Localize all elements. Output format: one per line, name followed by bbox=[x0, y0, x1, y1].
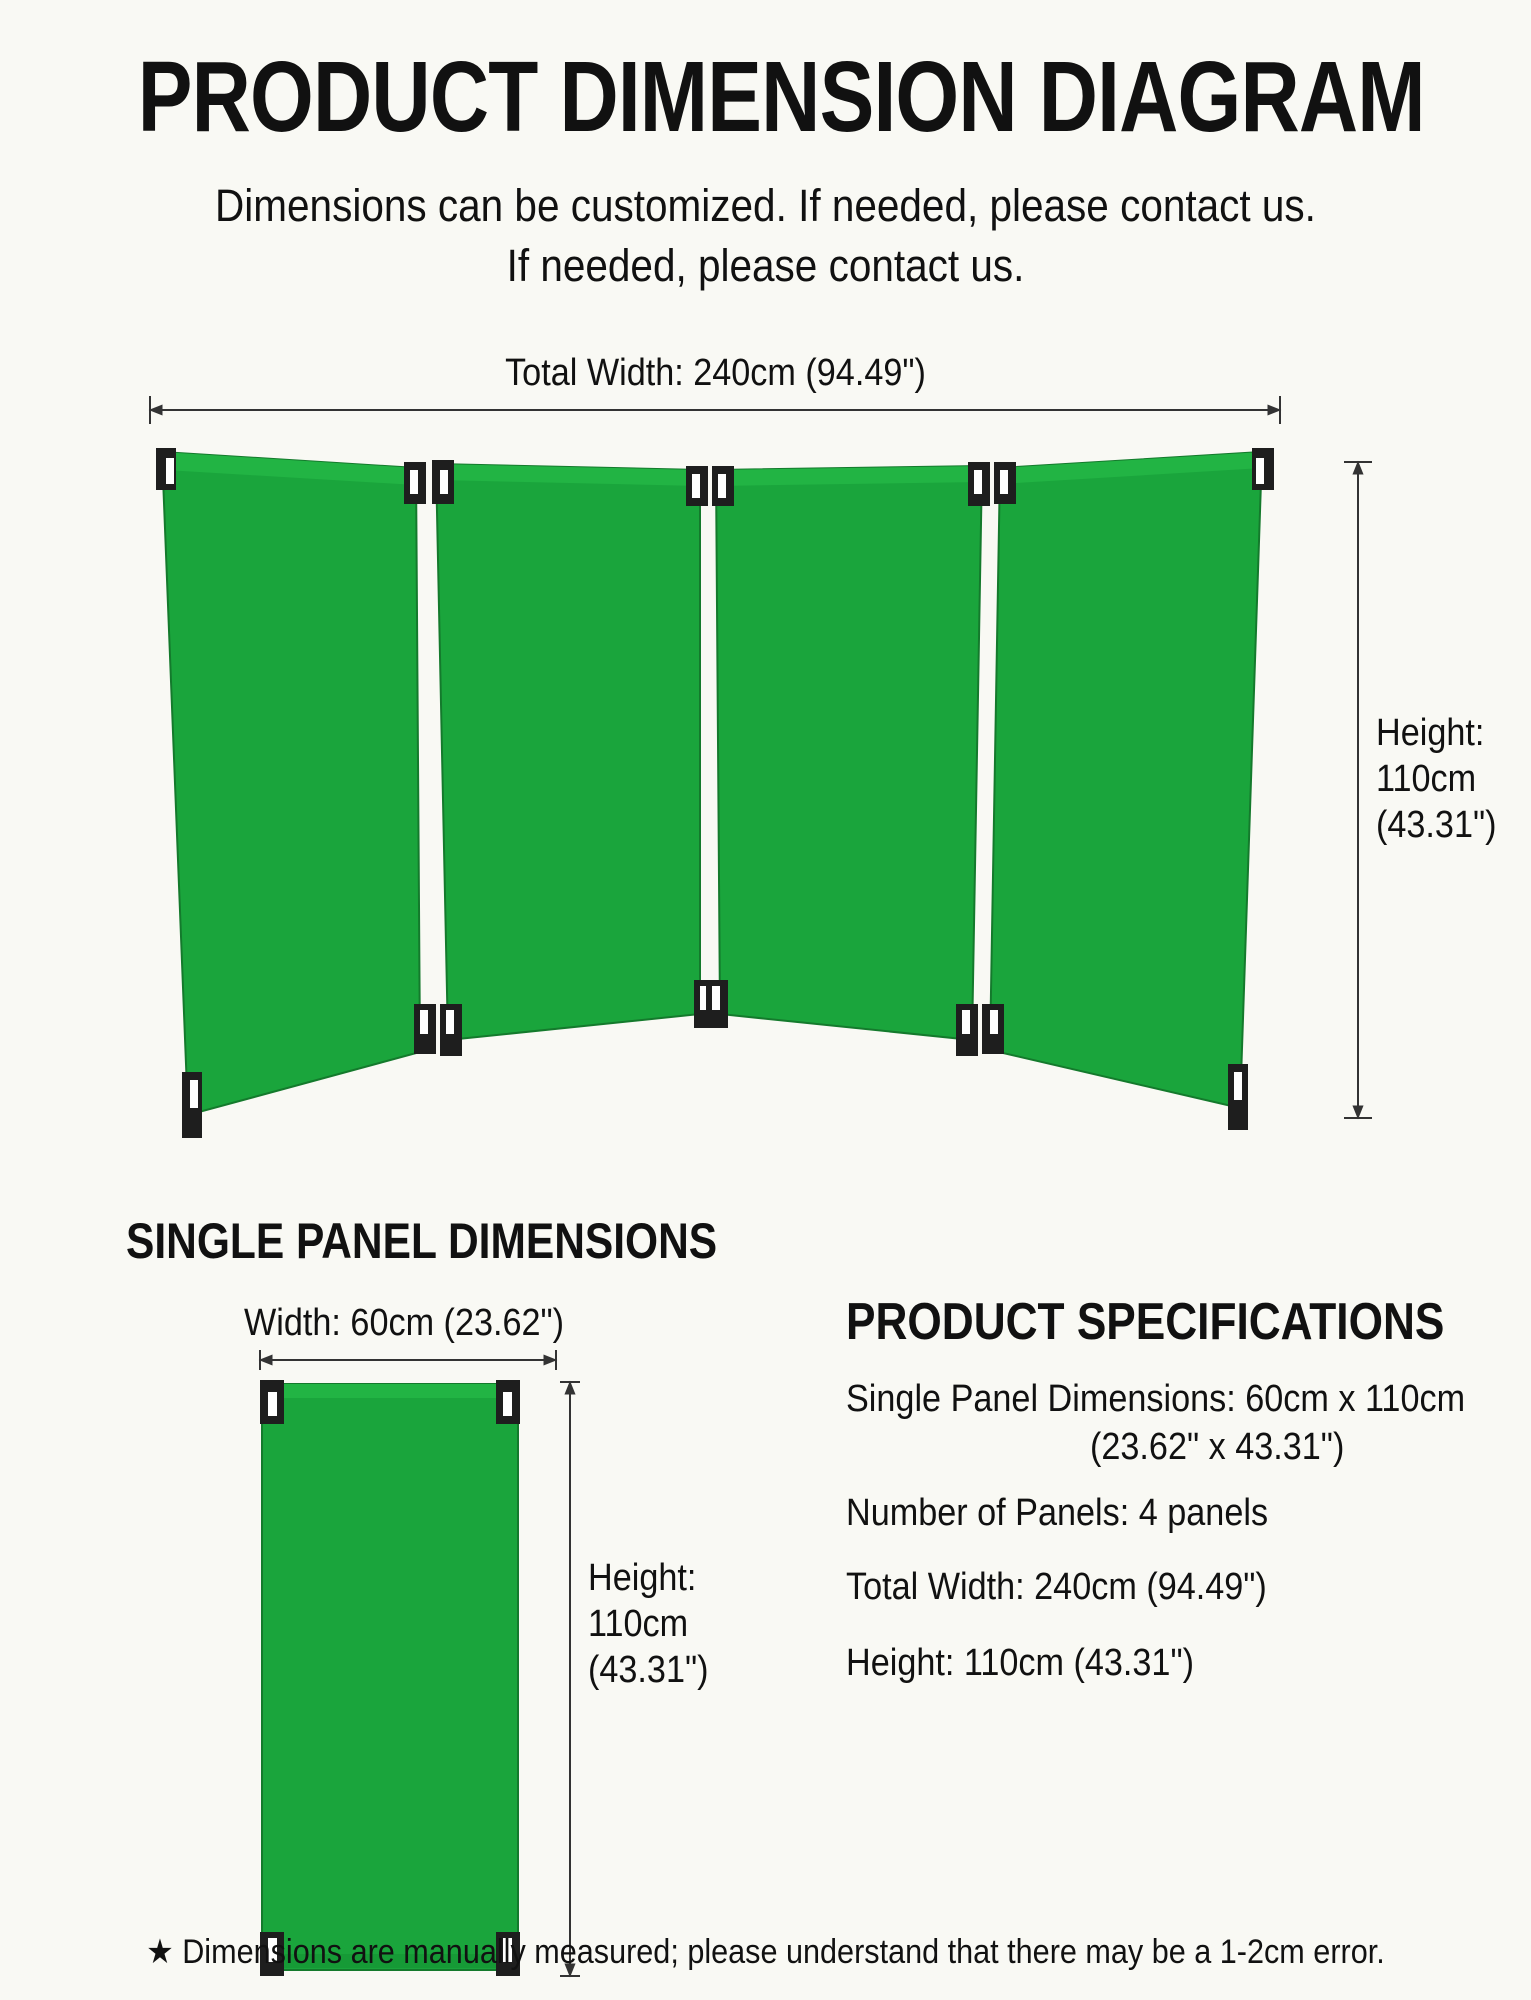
measurement-note: ★ Dimensions are manually measured; please understand that there may be a 1-2cm error. bbox=[146, 1933, 1385, 1971]
total-width-label: Total Width: 240cm (94.49") bbox=[505, 352, 926, 394]
spec-total-width: Total Width: 240cm (94.49") bbox=[846, 1566, 1267, 1608]
panel-height-label-line-1: Height: bbox=[588, 1557, 697, 1599]
panel-1 bbox=[156, 448, 436, 1138]
spec-single-panel-dimensions-inches: (23.62" x 43.31") bbox=[1090, 1426, 1345, 1468]
panel-width-dimension-line bbox=[260, 1350, 556, 1370]
panel-height-label-line-2: 110cm bbox=[588, 1603, 689, 1645]
page-title: PRODUCT DIMENSION DIAGRAM bbox=[137, 41, 1425, 153]
spec-single-panel-dimensions: Single Panel Dimensions: 60cm x 110cm bbox=[846, 1378, 1466, 1420]
panel-width-label: Width: 60cm (23.62") bbox=[244, 1302, 565, 1344]
total-height-dimension-line bbox=[1344, 462, 1372, 1118]
panel-4 bbox=[982, 448, 1274, 1130]
single-panel-section-title: SINGLE PANEL DIMENSIONS bbox=[126, 1213, 718, 1269]
total-width-dimension-line bbox=[150, 396, 1280, 424]
total-height-label-line-3: (43.31") bbox=[1376, 804, 1497, 846]
panel-height-label-line-3: (43.31") bbox=[588, 1649, 709, 1691]
subtitle-line-1: Dimensions can be customized. If needed, please contact us. bbox=[215, 180, 1316, 231]
total-height-label-line-1: Height: bbox=[1376, 712, 1485, 754]
spec-number-of-panels: Number of Panels: 4 panels bbox=[846, 1492, 1269, 1534]
panel-height-dimension-line bbox=[560, 1382, 580, 1976]
panel-2 bbox=[432, 460, 716, 1056]
panel-height-label bbox=[588, 1555, 709, 1693]
total-height-label bbox=[1376, 710, 1497, 848]
single-panel-image bbox=[260, 1380, 520, 1976]
folding-screen-image bbox=[156, 448, 1274, 1138]
specifications-title: PRODUCT SPECIFICATIONS bbox=[846, 1293, 1445, 1351]
total-height-label-line-2: 110cm bbox=[1376, 758, 1477, 800]
panel-3 bbox=[706, 462, 990, 1056]
subtitle-line-2: If needed, please contact us. bbox=[506, 240, 1025, 291]
spec-height: Height: 110cm (43.31") bbox=[846, 1642, 1194, 1684]
